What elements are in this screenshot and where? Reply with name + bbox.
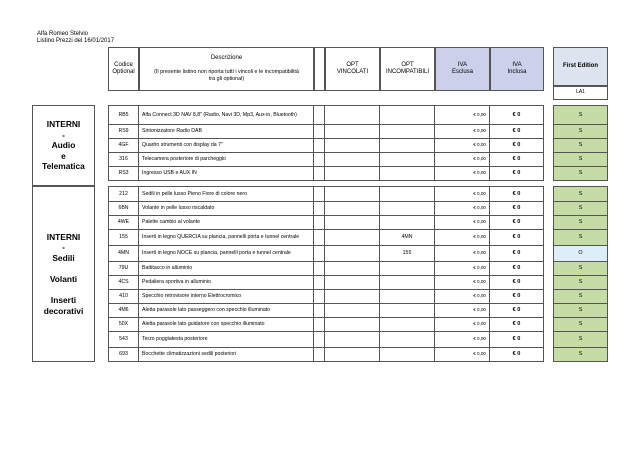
option-vincolati — [325, 290, 380, 304]
option-code: 4CS — [108, 276, 139, 290]
option-incompatibili — [380, 105, 435, 125]
price-iva-inclusa: € 0 — [490, 246, 544, 262]
price-iva-inclusa: € 0 — [490, 139, 544, 153]
row-spacer — [314, 304, 325, 318]
row-spacer — [314, 167, 325, 181]
first-edition-availability: S — [553, 348, 608, 362]
option-incompatibili — [380, 167, 435, 181]
option-description: Specchio retrovisore interno Elettrocromico — [139, 290, 314, 304]
group-label-line: INTERNI — [46, 231, 81, 242]
option-description: Palette cambio al volante — [139, 216, 314, 230]
price-iva-esclusa: € 0,00 — [435, 276, 490, 290]
option-description: Inserti in legno QUERCIA su plancia, pannelli porta e tunnel centrale — [139, 230, 314, 246]
option-vincolati — [325, 139, 380, 153]
row-spacer — [314, 262, 325, 276]
option-vincolati — [325, 246, 380, 262]
row-spacer — [314, 290, 325, 304]
price-iva-esclusa: € 0,00 — [435, 332, 490, 348]
price-iva-inclusa: € 0 — [490, 202, 544, 216]
option-vincolati — [325, 167, 380, 181]
price-iva-inclusa: € 0 — [490, 276, 544, 290]
header-iva-inclusa: IVA Inclusa — [490, 47, 544, 91]
option-description: Aletta parasole lato guidatore con specchio illuminato — [139, 318, 314, 332]
price-iva-inclusa: € 0 — [490, 153, 544, 167]
option-code: 4WE — [108, 216, 139, 230]
option-incompatibili — [380, 290, 435, 304]
row-spacer — [314, 332, 325, 348]
option-incompatibili — [380, 202, 435, 216]
group-label-line — [62, 263, 64, 274]
group-label-line: - — [62, 129, 65, 140]
option-code: RB5 — [108, 105, 139, 125]
brand-line: Alfa Romeo Stelvio — [37, 31, 89, 37]
row-spacer — [314, 139, 325, 153]
price-iva-inclusa: € 0 — [490, 290, 544, 304]
header-descrizione — [139, 47, 314, 91]
first-edition-availability: S — [553, 139, 608, 153]
option-code: RS9 — [108, 125, 139, 139]
option-code: 50X — [108, 318, 139, 332]
row-spacer — [314, 318, 325, 332]
option-code: RS3 — [108, 167, 139, 181]
price-iva-esclusa: € 0,00 — [435, 246, 490, 262]
option-incompatibili — [380, 262, 435, 276]
header-descrizione-title: Descrizione — [210, 55, 243, 62]
option-vincolati — [325, 332, 380, 348]
option-code: 316 — [108, 153, 139, 167]
option-description: Battitacco in alluminio — [139, 262, 314, 276]
option-code: 6BN — [108, 202, 139, 216]
option-code: 4GF — [108, 139, 139, 153]
option-vincolati — [325, 304, 380, 318]
option-description: Sedili in pelle lusso Pieno Fiore di colore nero — [139, 186, 314, 202]
row-spacer — [314, 246, 325, 262]
first-edition-availability: S — [553, 230, 608, 246]
price-iva-esclusa: € 0,00 — [435, 262, 490, 276]
price-iva-esclusa: € 0,00 — [435, 216, 490, 230]
first-edition-availability: S — [553, 262, 608, 276]
option-incompatibili — [380, 348, 435, 362]
price-iva-esclusa: € 0,00 — [435, 318, 490, 332]
option-vincolati — [325, 262, 380, 276]
option-code: 543 — [108, 332, 139, 348]
option-incompatibili — [380, 318, 435, 332]
header-first-edition: First Edition — [553, 47, 608, 86]
header-opt-incompatibili: OPT INCOMPATIBILI — [380, 47, 435, 91]
row-spacer — [314, 276, 325, 290]
option-description: Telecamera posteriore di parcheggio — [139, 153, 314, 167]
option-description: Sintonizzatore Radio DAB — [139, 125, 314, 139]
price-iva-esclusa: € 0,00 — [435, 202, 490, 216]
header-edition-code: LA1 — [553, 86, 608, 100]
price-iva-esclusa: € 0,00 — [435, 290, 490, 304]
option-code: 4M6 — [108, 304, 139, 318]
option-vincolati — [325, 276, 380, 290]
price-iva-esclusa: € 0,00 — [435, 230, 490, 246]
header-codice: Codice Optional — [108, 47, 139, 91]
price-iva-esclusa: € 0,00 — [435, 348, 490, 362]
row-spacer — [314, 230, 325, 246]
option-vincolati — [325, 216, 380, 230]
price-iva-inclusa: € 0 — [490, 125, 544, 139]
option-description: Ingresso USB e AUX IN — [139, 167, 314, 181]
option-incompatibili: 155 — [380, 246, 435, 262]
price-iva-esclusa: € 0,00 — [435, 105, 490, 125]
row-spacer — [314, 186, 325, 202]
first-edition-availability: S — [553, 202, 608, 216]
option-code: 4MN — [108, 246, 139, 262]
header-descrizione-note: (Il presente listino non riporta tutti i vincoli e le incompatibilità tra gli optional) — [154, 68, 299, 82]
option-incompatibili — [380, 216, 435, 230]
option-description: Inserti in legno NOCE su plancia, pannelli porta e tunnel centrale — [139, 246, 314, 262]
option-incompatibili — [380, 276, 435, 290]
price-iva-inclusa: € 0 — [490, 262, 544, 276]
option-code: 79U — [108, 262, 139, 276]
first-edition-availability: S — [553, 332, 608, 348]
price-iva-esclusa: € 0,00 — [435, 153, 490, 167]
group-label-line — [62, 285, 64, 296]
price-iva-esclusa: € 0,00 — [435, 186, 490, 202]
first-edition-availability: S — [553, 304, 608, 318]
option-incompatibili — [380, 186, 435, 202]
option-description: Alfa Connect 3D NAV 8,8" (Radio, Navi 3D, Mp3, Aux-in, Bluetooth) — [139, 105, 314, 125]
price-iva-inclusa: € 0 — [490, 230, 544, 246]
row-spacer — [314, 202, 325, 216]
group-label-audio-telematica — [32, 105, 95, 186]
first-edition-availability: S — [553, 216, 608, 230]
option-incompatibili: 4MN — [380, 230, 435, 246]
option-vincolati — [325, 202, 380, 216]
first-edition-availability: S — [553, 125, 608, 139]
price-iva-esclusa: € 0,00 — [435, 167, 490, 181]
price-iva-inclusa: € 0 — [490, 167, 544, 181]
header-iva-esclusa: IVA Esclusa — [435, 47, 490, 91]
option-description: Bocchette climatizzazioni sedili posteriori — [139, 348, 314, 362]
row-spacer — [314, 348, 325, 362]
price-list-line: Listino Prezzi del 16/01/2017 — [37, 38, 115, 44]
price-iva-inclusa: € 0 — [490, 318, 544, 332]
price-iva-esclusa: € 0,00 — [435, 139, 490, 153]
option-description: Pedaliera sportiva in alluminio — [139, 276, 314, 290]
group-label-line: e — [61, 150, 66, 161]
first-edition-availability: S — [553, 276, 608, 290]
row-spacer — [314, 153, 325, 167]
option-incompatibili — [380, 139, 435, 153]
price-iva-esclusa: € 0,00 — [435, 125, 490, 139]
group-label-sedili-volanti-inserti — [32, 186, 95, 362]
row-spacer — [314, 216, 325, 230]
price-iva-inclusa: € 0 — [490, 105, 544, 125]
first-edition-availability: S — [553, 153, 608, 167]
group-label-line: Sedili — [52, 252, 75, 263]
option-description: Aletta parasole lato passeggero con specchio illuminato — [139, 304, 314, 318]
group-label-line: Telematica — [42, 161, 85, 172]
option-incompatibili — [380, 332, 435, 348]
row-spacer — [314, 105, 325, 125]
option-incompatibili — [380, 153, 435, 167]
price-iva-inclusa: € 0 — [490, 348, 544, 362]
option-code: 212 — [108, 186, 139, 202]
option-code: 410 — [108, 290, 139, 304]
option-description: Terzo poggiatesta posteriore — [139, 332, 314, 348]
header-opt-vincolati: OPT VINCOLATI — [325, 47, 380, 91]
option-vincolati — [325, 153, 380, 167]
first-edition-availability: S — [553, 290, 608, 304]
price-iva-inclusa: € 0 — [490, 216, 544, 230]
first-edition-availability: O — [553, 246, 608, 262]
option-vincolati — [325, 318, 380, 332]
option-vincolati — [325, 348, 380, 362]
option-vincolati — [325, 230, 380, 246]
first-edition-availability: S — [553, 167, 608, 181]
group-label-line: decorativi — [43, 305, 84, 316]
option-code: 155 — [108, 230, 139, 246]
option-vincolati — [325, 125, 380, 139]
option-vincolati — [325, 105, 380, 125]
group-label-line: - — [62, 242, 65, 253]
group-label-line: Volanti — [49, 274, 78, 284]
group-label-line: Audio — [51, 140, 76, 151]
price-iva-inclusa: € 0 — [490, 186, 544, 202]
first-edition-availability: S — [553, 318, 608, 332]
header-spacer — [314, 47, 325, 91]
price-iva-esclusa: € 0,00 — [435, 304, 490, 318]
first-edition-availability: S — [553, 105, 608, 125]
first-edition-availability: S — [553, 186, 608, 202]
group-label-line: INTERNI — [46, 119, 81, 130]
option-incompatibili — [380, 125, 435, 139]
option-incompatibili — [380, 304, 435, 318]
price-iva-inclusa: € 0 — [490, 304, 544, 318]
option-code: 693 — [108, 348, 139, 362]
row-spacer — [314, 125, 325, 139]
option-vincolati — [325, 186, 380, 202]
option-description: Quadro strumenti con display da 7" — [139, 139, 314, 153]
group-label-line: Inserti — [50, 295, 77, 306]
price-iva-inclusa: € 0 — [490, 332, 544, 348]
option-description: Volante in pelle lusso riscaldato — [139, 202, 314, 216]
